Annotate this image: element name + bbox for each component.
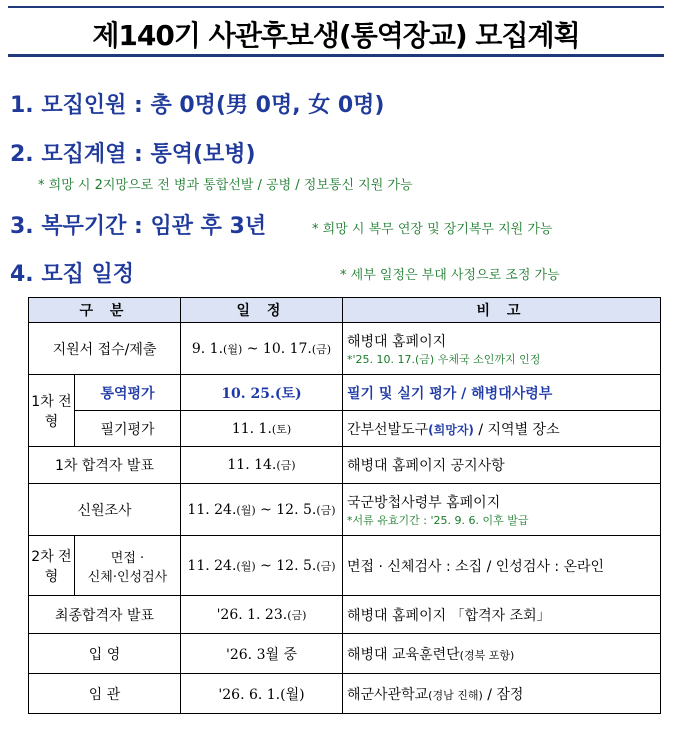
group-label-stage1: 1차 전형 bbox=[29, 375, 75, 447]
note-main: 해병대 홈페이지 bbox=[347, 333, 447, 350]
row-note bbox=[343, 323, 661, 375]
date-start-day: (월) bbox=[223, 342, 243, 356]
note-location: (경북 포항) bbox=[459, 648, 515, 662]
header-remarks: 비 고 bbox=[343, 298, 661, 323]
row-label: 지원서 접수/제출 bbox=[29, 323, 181, 375]
date-end: 10. 17. bbox=[262, 340, 312, 357]
row-date: 10. 25.(토) bbox=[181, 375, 343, 411]
note-highlight: (희망자) bbox=[428, 422, 474, 437]
date-value: 11. 1. bbox=[231, 420, 272, 437]
row-label: 임 관 bbox=[29, 674, 181, 714]
title-bottom-rule bbox=[8, 54, 664, 57]
table-row bbox=[29, 375, 661, 411]
row-note bbox=[343, 411, 661, 447]
date-day: (금) bbox=[287, 608, 307, 622]
row-label-line2: 신체·인성검사 bbox=[87, 569, 168, 585]
section-recruit-field: 2. 모집계열 : 통역(보병) bbox=[10, 142, 256, 167]
table-row bbox=[29, 323, 661, 375]
row-label: 입 영 bbox=[29, 634, 181, 674]
table-row bbox=[29, 411, 661, 447]
row-date: '26. 6. 1.(월) bbox=[181, 674, 343, 714]
title-top-rule bbox=[8, 6, 664, 8]
header-schedule: 일 정 bbox=[181, 298, 343, 323]
table-row bbox=[29, 634, 661, 674]
row-date: '26. 3월 중 bbox=[181, 634, 343, 674]
date-end-day: (금) bbox=[316, 559, 336, 573]
note-part: 해병대 교육훈련단 bbox=[347, 646, 460, 663]
note-main: 국군방첩사령부 홈페이지 bbox=[347, 494, 501, 511]
date-value: 11. 14. bbox=[227, 457, 277, 473]
section-recruit-field-note: * 희망 시 2지망으로 전 병과 통합선발 / 공병 / 정보통신 지원 가능 bbox=[38, 178, 413, 193]
row-label bbox=[75, 536, 181, 596]
row-note bbox=[343, 634, 661, 674]
note-sub: *서류 유효기간 : '25. 9. 6. 이후 발급 bbox=[347, 513, 529, 527]
note-sub: *'25. 10. 17.(금) 우체국 소인까지 인정 bbox=[347, 352, 541, 366]
table-row bbox=[29, 674, 661, 714]
section-schedule-note: * 세부 일정은 부대 사정으로 조정 가능 bbox=[340, 268, 560, 283]
table-row bbox=[29, 447, 661, 484]
date-value: '26. 1. 23. bbox=[216, 606, 288, 623]
section-service-period: 3. 복무기간 : 임관 후 3년 bbox=[10, 214, 267, 239]
section-schedule: 4. 모집 일정 bbox=[10, 262, 134, 287]
row-date bbox=[181, 323, 343, 375]
row-date bbox=[181, 596, 343, 634]
table-row bbox=[29, 484, 661, 536]
row-note: 면접 · 신체검사 : 소집 / 인성검사 : 온라인 bbox=[343, 536, 661, 596]
row-date bbox=[181, 447, 343, 484]
date-start: 11. 24. bbox=[187, 501, 237, 518]
table-header-row bbox=[29, 298, 661, 323]
date-end-day: (금) bbox=[311, 342, 332, 356]
header-category: 구 분 bbox=[29, 298, 181, 323]
row-label: 통역평가 bbox=[75, 375, 181, 411]
section-recruit-count: 1. 모집인원 : 총 0명(男 0명, 女 0명) bbox=[10, 93, 385, 118]
table-row bbox=[29, 596, 661, 634]
date-separator: ~ bbox=[255, 557, 277, 574]
date-day: (금) bbox=[276, 459, 296, 472]
row-date bbox=[181, 484, 343, 536]
note-part: / 잠정 bbox=[482, 686, 524, 703]
row-label: 신원조사 bbox=[29, 484, 181, 536]
table-row bbox=[29, 536, 661, 596]
date-end-day: (금) bbox=[316, 503, 336, 517]
date-start-day: (월) bbox=[236, 559, 256, 573]
row-label: 필기평가 bbox=[75, 411, 181, 447]
row-label: 1차 합격자 발표 bbox=[29, 447, 181, 484]
row-label: 최종합격자 발표 bbox=[29, 596, 181, 634]
row-note: 필기 및 실기 평가 / 해병대사령부 bbox=[343, 375, 661, 411]
note-part: 간부선발도구 bbox=[347, 421, 429, 438]
row-note: 해병대 홈페이지 「합격자 조회」 bbox=[343, 596, 661, 634]
schedule-table bbox=[28, 297, 661, 714]
date-end: 12. 5. bbox=[276, 501, 317, 518]
date-end: 12. 5. bbox=[276, 557, 317, 574]
row-label-line1: 면접 · bbox=[110, 550, 145, 566]
note-location: (경남 진해) bbox=[428, 688, 483, 702]
page-title: 제140기 사관후보생(통역장교) 모집계획 bbox=[92, 19, 580, 52]
date-separator: ~ bbox=[255, 501, 277, 518]
date-start-day: (월) bbox=[236, 503, 256, 517]
date-day: (토) bbox=[271, 422, 292, 436]
date-separator: ~ bbox=[242, 340, 263, 357]
row-note: 해병대 홈페이지 공지사항 bbox=[343, 447, 661, 484]
row-note bbox=[343, 674, 661, 714]
date-start: 11. 24. bbox=[187, 557, 237, 574]
note-part: / 지역별 장소 bbox=[473, 421, 560, 438]
date-start: 9. 1. bbox=[191, 340, 224, 357]
row-date bbox=[181, 411, 343, 447]
note-part: 해군사관학교 bbox=[347, 686, 429, 703]
row-date bbox=[181, 536, 343, 596]
group-label-stage2: 2차 전형 bbox=[29, 536, 75, 596]
title-box bbox=[8, 6, 664, 56]
row-note bbox=[343, 484, 661, 536]
section-service-period-note: * 희망 시 복무 연장 및 장기복무 지원 가능 bbox=[312, 222, 553, 237]
